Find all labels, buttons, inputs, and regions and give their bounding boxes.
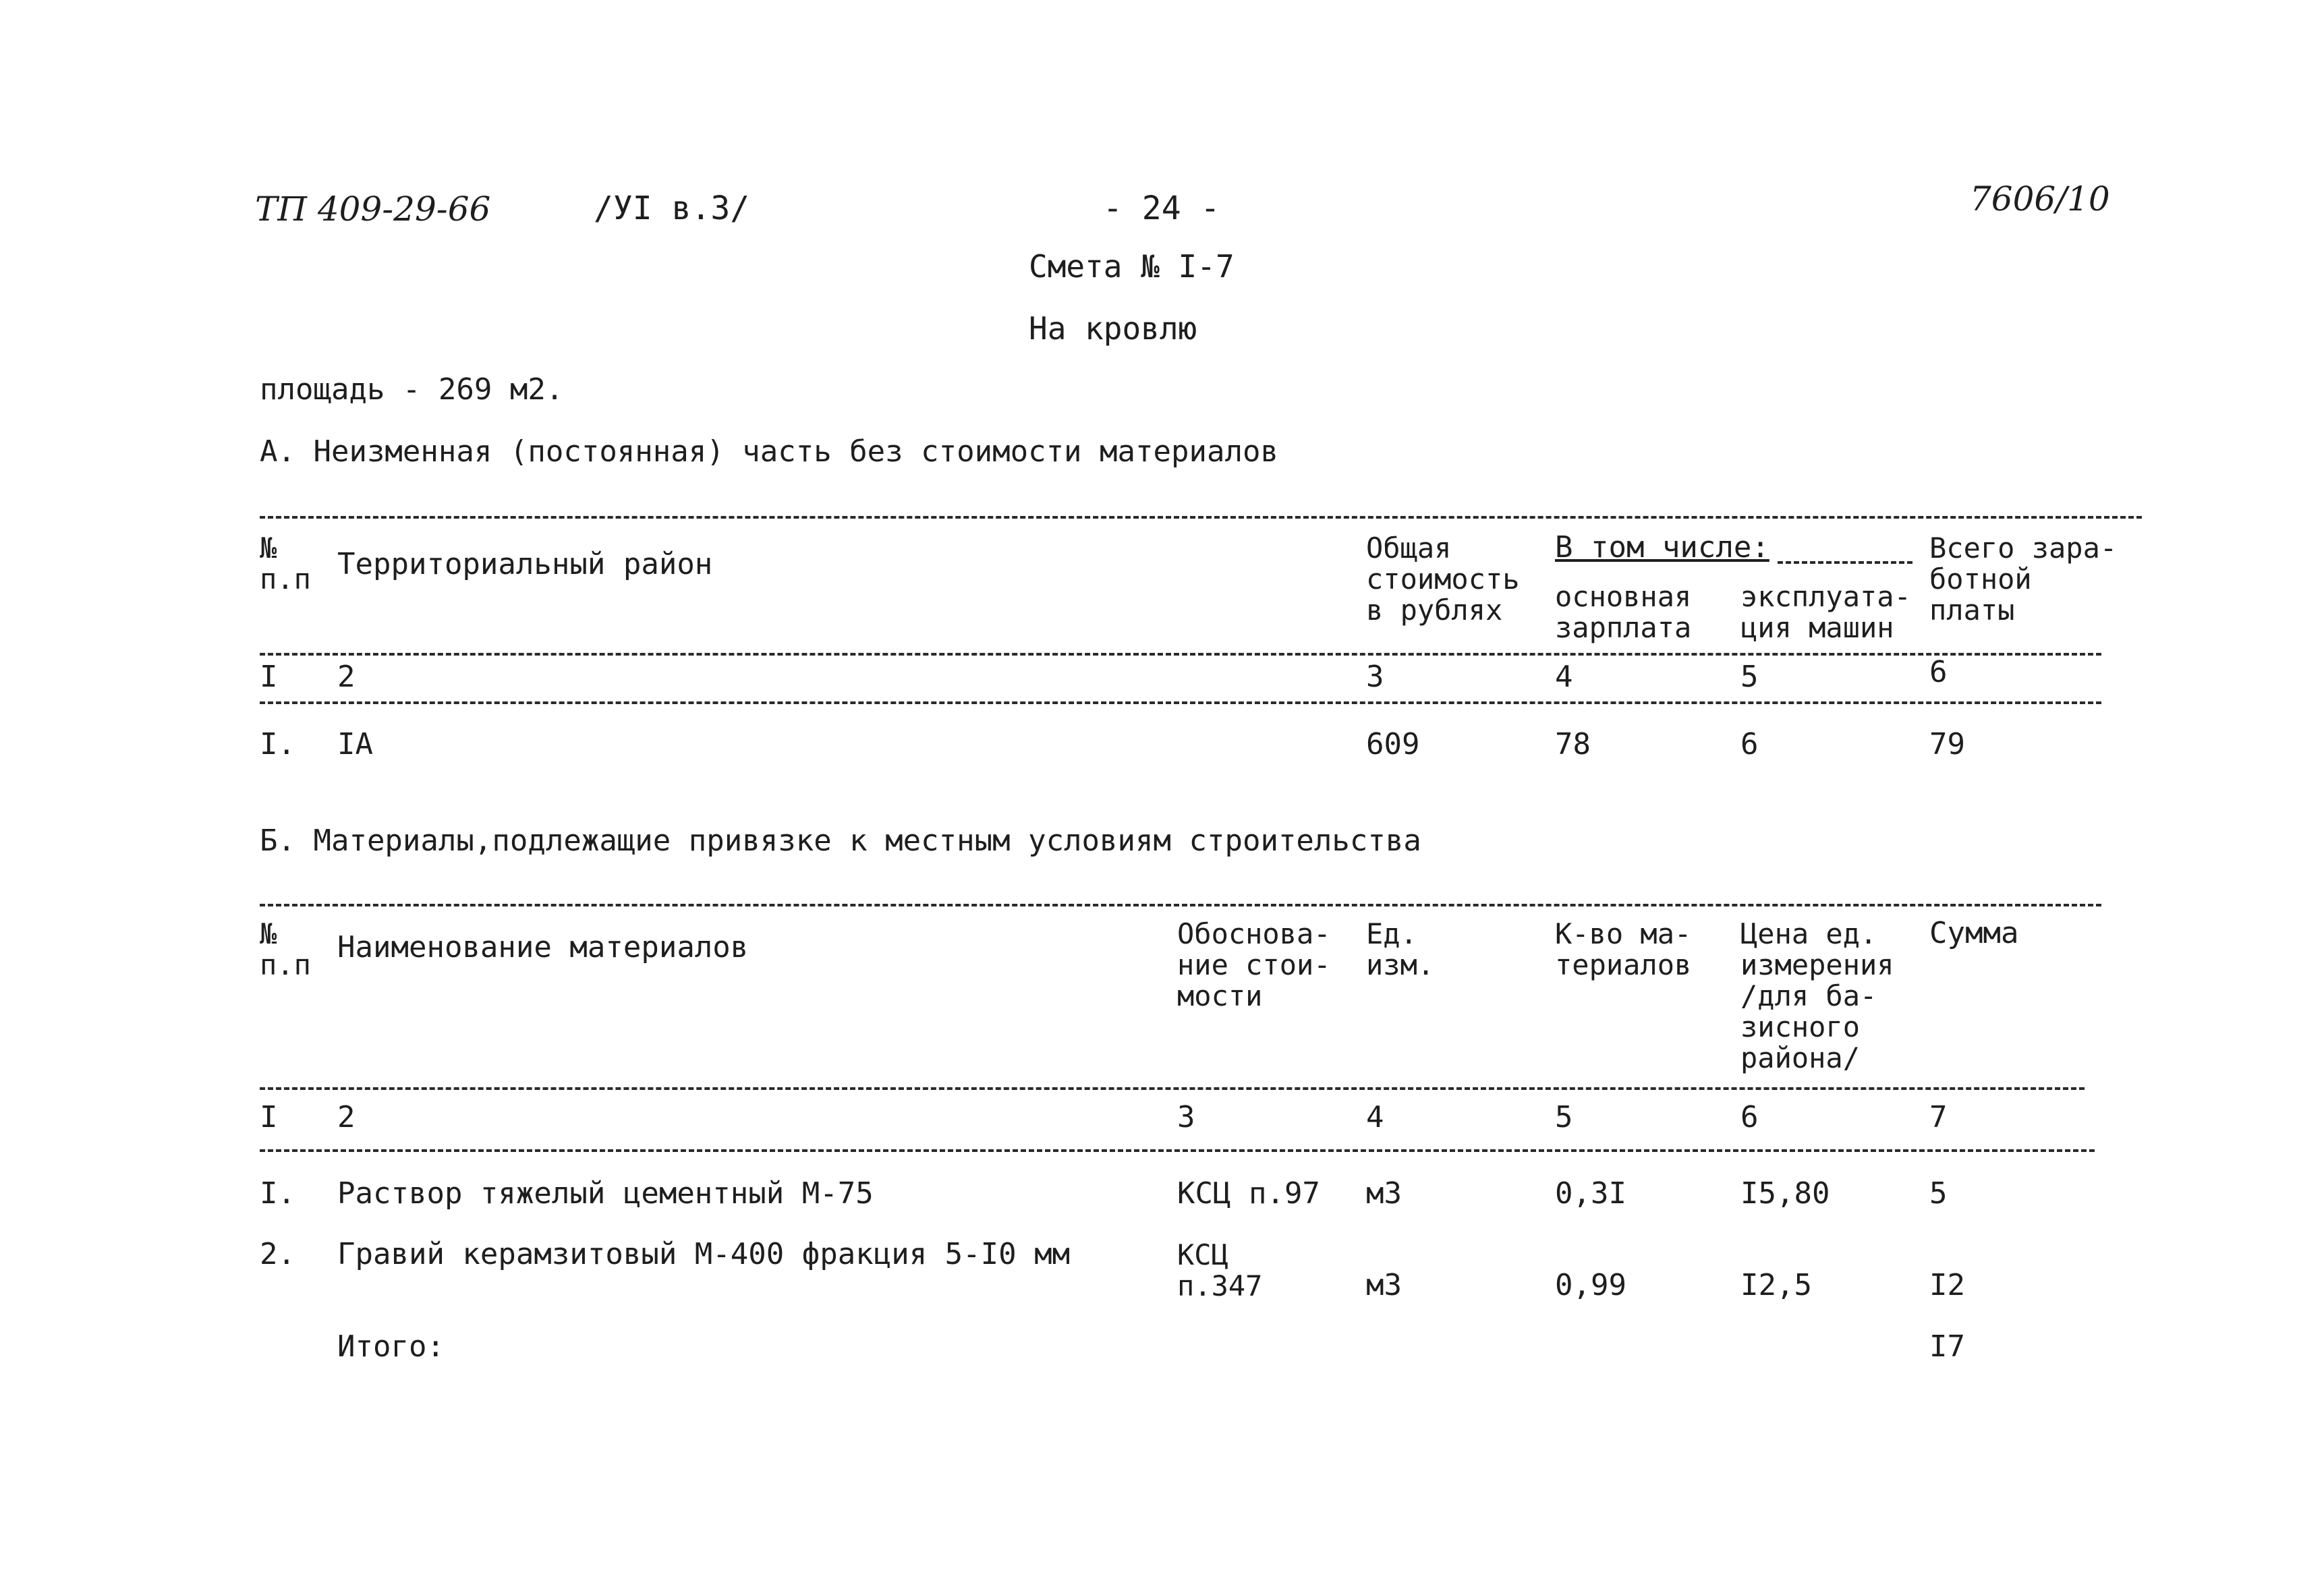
table-b-row2-quantity: 0,99 xyxy=(1555,1268,1626,1302)
table-b-row1-sum: 5 xyxy=(1929,1176,1948,1211)
table-b-colnum-rule xyxy=(260,1149,2095,1152)
table-b-top-rule xyxy=(260,904,2101,906)
sheet-code: 7606/10 xyxy=(1970,179,2110,219)
table-b-header-basis: Обоснова- ние стои- мости xyxy=(1177,917,1331,1012)
table-a-row1-num: I. xyxy=(260,727,295,761)
table-a-header-including: В том числе: xyxy=(1555,530,1769,565)
table-a-row1-total-wages: 79 xyxy=(1929,727,1965,761)
table-b-row1-basis: КСЦ п.97 xyxy=(1177,1176,1320,1211)
including-underline-rule xyxy=(1778,561,1912,564)
table-b-header-sum: Сумма xyxy=(1929,916,2019,950)
table-a-colnum-1: I xyxy=(260,660,278,694)
table-a-colnum-4: 4 xyxy=(1555,660,1573,694)
table-a-header-district: Территориальный район xyxy=(337,547,713,581)
table-b-colnum-3: 3 xyxy=(1177,1100,1195,1134)
table-b-colnum-4: 4 xyxy=(1366,1100,1384,1134)
table-a-colnum-6: 6 xyxy=(1929,655,1948,689)
table-a-row1-base-salary: 78 xyxy=(1555,727,1591,761)
section-a-heading: А. Неизменная (постоянная) часть без стоимости материалов xyxy=(260,434,1278,469)
table-a-colnum-2: 2 xyxy=(337,660,356,694)
table-b-header-unit-price: Цена ед. измерения /для ба- зисного района/ xyxy=(1740,917,1894,1074)
table-a-row1-machine-operation: 6 xyxy=(1740,727,1759,761)
page-number: - 24 - xyxy=(1103,190,1220,227)
estimate-subject: На кровлю xyxy=(1029,310,1197,347)
table-b-row2-unit: м3 xyxy=(1366,1268,1402,1302)
table-b-row2-name: Гравий керамзитовый М-400 фракция 5-I0 мм xyxy=(337,1237,1071,1271)
table-b-header-rule xyxy=(260,1087,2085,1090)
table-b-row1-unit: м3 xyxy=(1366,1176,1402,1211)
table-a-header-num: № п.п xyxy=(260,531,311,596)
table-b-row1-name: Раствор тяжелый цементный М-75 xyxy=(337,1176,874,1211)
total-label: Итого: xyxy=(337,1329,445,1364)
table-a-colnum-rule xyxy=(260,701,2101,704)
table-a-row1-district: IA xyxy=(337,727,373,761)
table-a-colnum-3: 3 xyxy=(1366,660,1384,694)
table-a-row1-total-cost: 609 xyxy=(1366,727,1420,761)
table-b-row1-num: I. xyxy=(260,1176,295,1211)
table-a-header-rule xyxy=(260,653,2101,656)
table-a-header-machine-operation: эксплуата- ция машин xyxy=(1740,580,1911,644)
table-a-header-base-salary: основная зарплата xyxy=(1555,580,1692,644)
table-b-colnum-1: I xyxy=(260,1100,278,1134)
section-b-heading: Б. Материалы,подлежащие привязке к местным условиям строительства xyxy=(260,824,1421,858)
table-b-row2-sum: I2 xyxy=(1929,1268,1965,1302)
table-a-colnum-5: 5 xyxy=(1740,660,1759,694)
table-b-header-num: № п.п xyxy=(260,917,311,981)
table-b-row1-unit-price: I5,80 xyxy=(1740,1176,1830,1211)
table-b-row1-quantity: 0,3I xyxy=(1555,1176,1626,1211)
table-b-colnum-2: 2 xyxy=(337,1100,356,1134)
table-b-row2-basis: КСЦ п.347 xyxy=(1177,1238,1263,1302)
table-b-colnum-7: 7 xyxy=(1929,1100,1948,1134)
table-b-colnum-5: 5 xyxy=(1555,1100,1573,1134)
table-b-colnum-6: 6 xyxy=(1740,1100,1759,1134)
document-code: ТП 409-29-66 xyxy=(255,190,491,229)
table-a-header-total-cost: Общая стоимость в рублях xyxy=(1366,531,1520,627)
area-text: площадь - 269 м2. xyxy=(260,372,564,407)
table-b-row2-num: 2. xyxy=(260,1237,295,1271)
table-b-row2-unit-price: I2,5 xyxy=(1740,1268,1812,1302)
table-a-top-rule xyxy=(260,516,2142,519)
total-value: I7 xyxy=(1929,1329,1965,1364)
table-a-header-total-wages: Всего зара- ботной платы xyxy=(1929,531,2118,627)
table-b-header-name: Наименование материалов xyxy=(337,930,749,964)
table-b-header-unit: Ед. изм. xyxy=(1366,917,1435,981)
volume-label: /УI в.3/ xyxy=(594,190,750,227)
estimate-title: Смета № I-7 xyxy=(1029,248,1235,285)
table-b-header-quantity: К-во ма- териалов xyxy=(1555,917,1692,981)
